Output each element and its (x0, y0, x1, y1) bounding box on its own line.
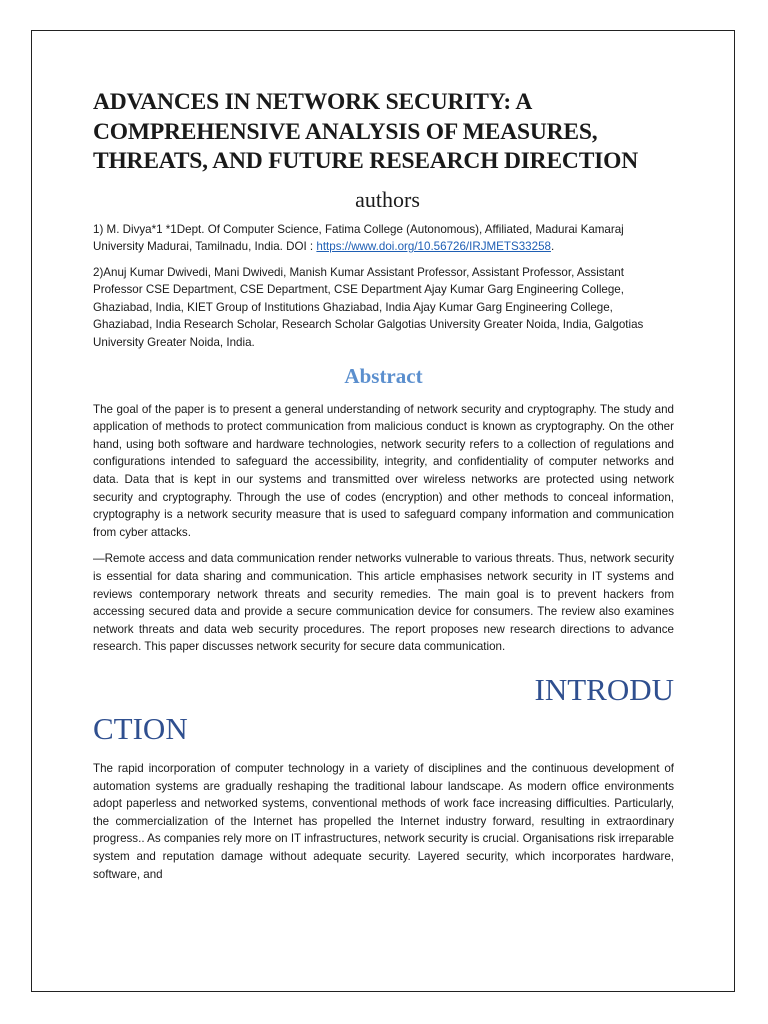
abstract-heading: Abstract (344, 363, 423, 388)
author-1-suffix: . (550, 240, 555, 254)
author-1-affiliation (93, 221, 674, 256)
paper-content (93, 88, 674, 883)
authors-heading: authors (355, 186, 420, 212)
abstract-paragraph-1: The goal of the paper is to present a general understanding of network security and cryptography. The study and application of methods to protect communication from malicious conduct is known as cryptography. On the other hand, using both software and hardware technologies, network security refers to a collection of regulations and configurations intended to safeguard the accessibility, integrity, and confidentiality of computer networks and data. Data that is kept in our systems and transmitted over wireless networks are protected using network security and cryptography. Through the use of codes (encryption) and other methods to conceal information, cryptography is a network security measure that is used to safeguard company information and communication from cyber attacks. (93, 402, 674, 539)
introduction-heading-line-2: CTION (93, 710, 188, 746)
doi-link[interactable]: https://www.doi.org/10.56726/IRJMETS33258 (316, 240, 551, 254)
author-1-text: 1) M. Divya*1 *1Dept. Of Computer Science, Fatima College (Autonomous), Affiliated, Madurai Kamaraj University Madurai, Tamilnadu, India. DOI : (93, 222, 624, 254)
introduction-heading (93, 670, 674, 748)
abstract-paragraph-2: —Remote access and data communication render networks vulnerable to various threats. Thus, network security is essential for data sharing and communication. This article emphasises network security in IT systems and reviews contemporary network threats and security remedies. The main goal is to prevent hackers from accessing secured data and provide a secure communication device for consumers. The review also examines network threats and data web security procedures. The report proposes new research directions to advance research. This paper discusses network security for secure data communication. (93, 552, 674, 654)
author-2-affiliation: 2)Anuj Kumar Dwivedi, Mani Dwivedi, Manish Kumar Assistant Professor, Assistant Professor, Assistant Professor CSE Department, CSE Department, CSE Department Ajay Kumar Garg Engineering College, Ghaziabad, India, KIET Group of Institutions Ghaziabad, India Ajay Kumar Garg Engineering College, Ghaziabad, India Research Scholar, Research Scholar Galgotias University Greater Noida, India, Galgotias University Greater Noida, India. (93, 265, 644, 350)
paper-title: ADVANCES IN NETWORK SECURITY: A COMPREHENSIVE ANALYSIS OF MEASURES, THREATS, AND FUTURE RESEARCH DIRECTION (93, 89, 638, 174)
introduction-heading-line-1: INTRODU (534, 671, 674, 707)
introduction-paragraph: The rapid incorporation of computer technology in a variety of disciplines and the continuous development of automation systems are gradually reshaping the traditional labour landscape. As modern office environments adopt paperless and networked systems, conventional methods of work face increasing difficulties. Particularly, the commercialization of the Internet has propelled the Internet industry forward, resulting in extraordinary progress.. As companies rely more on IT infrastructures, network security is crucial. Organisations risk irreparable system and reputation damage without adequate security. Layered security, which incorporates hardware, software, and (93, 761, 674, 881)
